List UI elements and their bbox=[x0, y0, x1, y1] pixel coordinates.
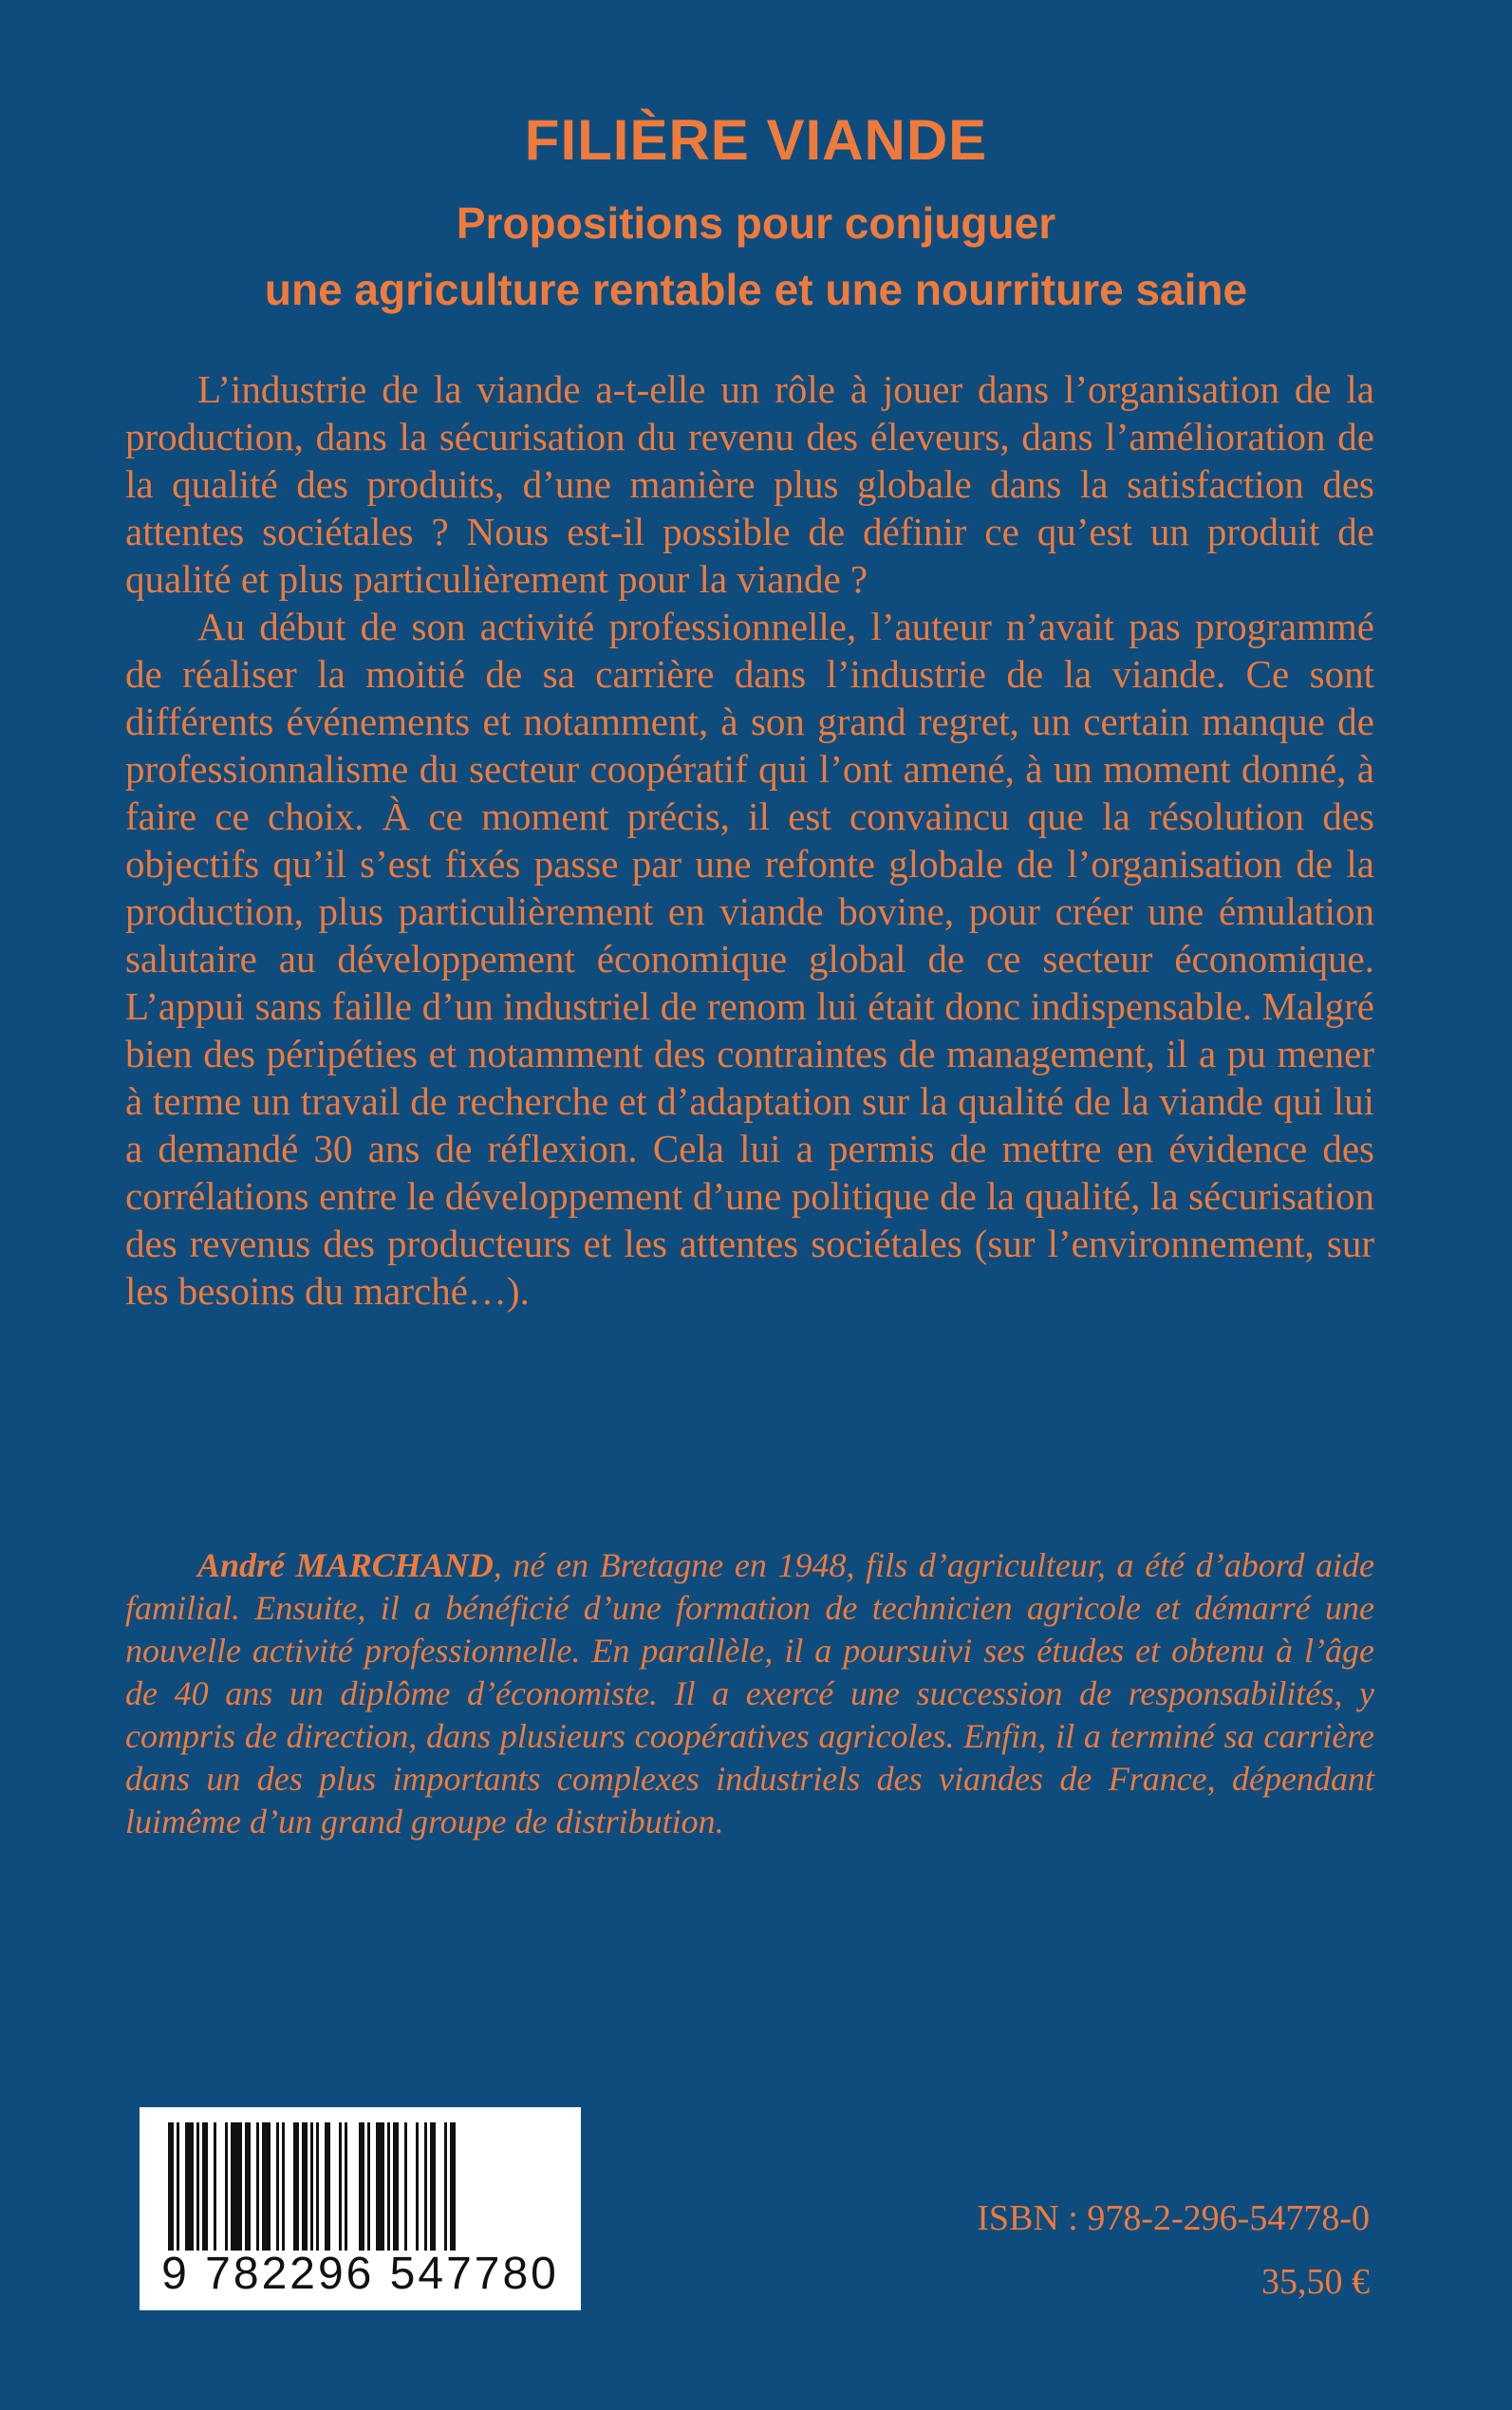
barcode-bar bbox=[316, 2122, 319, 2251]
barcode-bar bbox=[404, 2122, 407, 2251]
barcode-bar bbox=[302, 2122, 308, 2251]
barcode-bar bbox=[424, 2122, 427, 2251]
barcode-bar bbox=[339, 2122, 342, 2251]
barcode-bar bbox=[359, 2122, 364, 2251]
barcode-bar bbox=[245, 2122, 251, 2251]
barcode-bar bbox=[450, 2122, 456, 2251]
book-title: FILIÈRE VIANDE bbox=[524, 108, 988, 172]
author-name: André MARCHAND bbox=[197, 1546, 494, 1584]
barcode-bar bbox=[325, 2122, 330, 2251]
barcode-bar bbox=[276, 2122, 279, 2251]
price: 35,50 € bbox=[1261, 2262, 1370, 2302]
blurb bbox=[125, 365, 1374, 1315]
barcode-bar bbox=[367, 2122, 370, 2251]
barcode-bar bbox=[430, 2122, 436, 2251]
book-subtitle bbox=[0, 190, 1512, 323]
barcode-bar bbox=[168, 2122, 174, 2251]
barcode-bar bbox=[387, 2122, 390, 2251]
isbn: ISBN : 978-2-296-54778-0 bbox=[977, 2198, 1370, 2238]
author-bio-text: , né en Bretagne en 1948, fils d’agriculteur, a été d’abord aide familial. Ensuite, il a bénéficié d’une formation de technicien agricole et démarré une nouvelle activité professionnelle. En parallèle, il a poursuivi ses études et obtenu à l’âge de 40 ans un diplôme d’économiste. Il a exercé une succession de responsabilités, y compris de direction, dans plusieurs coopératives agricoles. Enfin, il a terminé sa carrière dans un des plus importants complexes industriels des viandes de France, dépendant luimême d’un grand groupe de distribution. bbox=[125, 1546, 1375, 1840]
barcode-bar bbox=[262, 2122, 271, 2251]
author-bio bbox=[125, 1544, 1374, 1843]
barcode-bar bbox=[177, 2122, 179, 2251]
barcode-bar bbox=[214, 2122, 216, 2251]
barcode-bar bbox=[231, 2122, 242, 2251]
barcode bbox=[140, 2107, 581, 2310]
subtitle-line-2: une agriculture rentable et une nourriture saine bbox=[264, 265, 1248, 314]
barcode-bar bbox=[256, 2122, 259, 2251]
blurb-paragraph-1: L’industrie de la viande a-t-elle un rôle à jouer dans l’organisation de la production, dans la sécurisation du revenu des éleveurs, dans l’amélioration de la qualité des produits, d’une manière plus globale dans la satisfaction des attentes sociétales ? Nous est-il possible de définir ce qu’est un produit de qualité et plus particulièrement pour la viande ? bbox=[125, 367, 1374, 601]
barcode-bar bbox=[225, 2122, 228, 2251]
subtitle-line-1: Propositions pour conjuguer bbox=[456, 198, 1056, 248]
barcode-bar bbox=[376, 2122, 384, 2251]
barcode-bar bbox=[444, 2122, 447, 2251]
barcode-bar bbox=[345, 2122, 347, 2251]
barcode-bar bbox=[185, 2122, 194, 2251]
author-bio-paragraph bbox=[125, 1544, 1374, 1843]
barcode-bar bbox=[393, 2122, 399, 2251]
barcode-bar bbox=[416, 2122, 419, 2251]
barcode-bar bbox=[282, 2122, 285, 2251]
barcode-bars bbox=[168, 2122, 552, 2251]
blurb-paragraph-2: Au début de son activité professionnelle, l’auteur n’avait pas programmé de réaliser la moitié de sa carrière dans l’industrie de la viande. Ce sont différents événements et notamment, à son grand regret, un certain manque de professionnalisme du secteur coopératif qui l’ont amené, à un moment donné, à faire ce choix. À ce moment précis, il est convaincu que la résolution des objectifs qu’il s’est fixés passe par une refonte globale de l’organisation de la production, plus particulièrement en viande bovine, pour créer une émulation salutaire au développement économique global de ce secteur économique. L’appui sans faille d’un industriel de renom lui était donc indispensable. Malgré bien des péripéties et notamment des contraintes de management, il a pu mener à terme un travail de recherche et d’adaptation sur la qualité de la viande qui lui a demandé 30 ans de réflexion. Cela lui a permis de mettre en évidence des corrélations entre le développement d’une politique de la qualité, la sécurisation des revenus des producteurs et les attentes sociétales (sur l’environnement, sur les besoins du marché…). bbox=[125, 605, 1374, 1313]
barcode-bar bbox=[202, 2122, 208, 2251]
barcode-bar bbox=[196, 2122, 199, 2251]
barcode-bar bbox=[293, 2122, 299, 2251]
barcode-digits: 9 782296 547780 bbox=[161, 2249, 559, 2299]
barcode-bar bbox=[310, 2122, 313, 2251]
